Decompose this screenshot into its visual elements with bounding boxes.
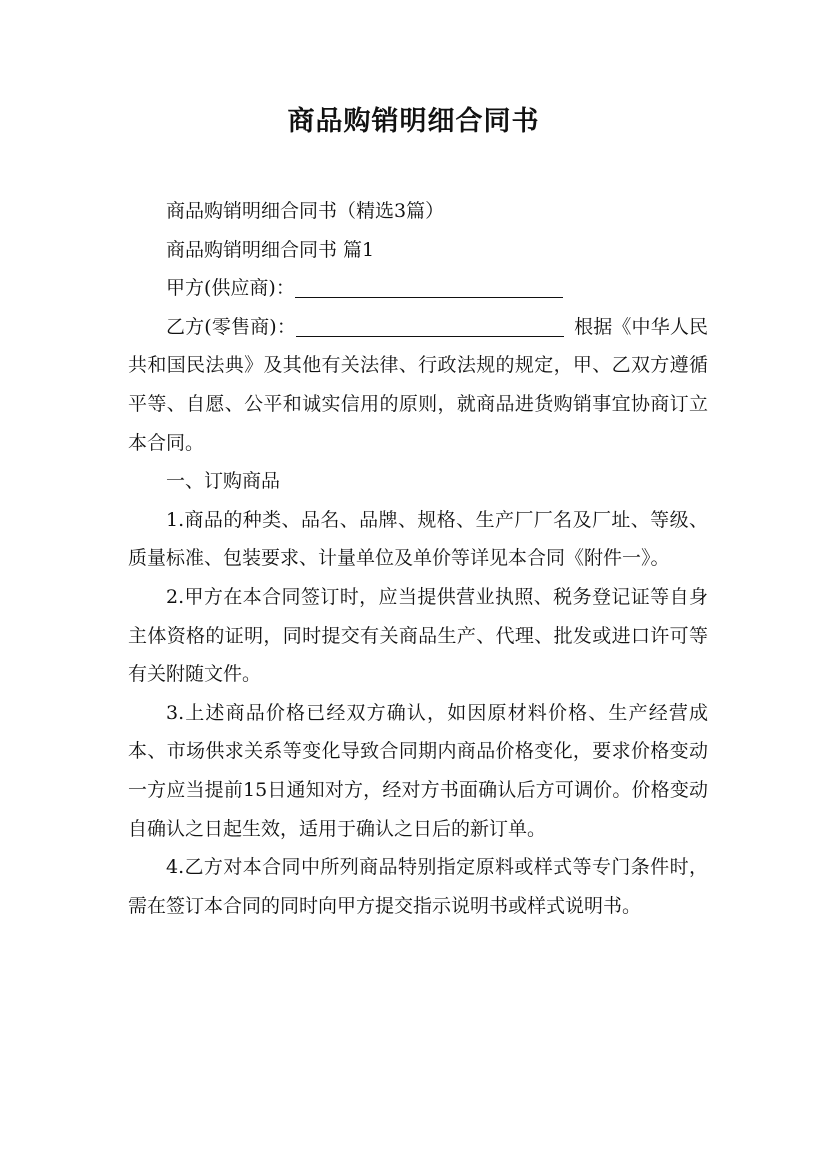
document-title: 商品购销明细合同书 bbox=[287, 106, 540, 137]
party-b-label: 乙方(零售商)： bbox=[166, 315, 296, 338]
party-a-blank-line bbox=[295, 275, 563, 298]
item-3-paragraph: 3.上述商品价格已经双方确认，如因原材料价格、生产经营成本、市场供求关系等变化导致合同期内商品价格变化，要求价格变动一方应当提前15日通知对方，经对方书面确认后方可调价。价格变动自确认之日起生效，适用于确认之日后的新订单。 bbox=[128, 701, 708, 840]
party-a-line bbox=[128, 269, 708, 308]
item-1-paragraph: 1.商品的种类、品名、品牌、规格、生产厂厂名及厂址、等级、质量标准、包装要求、计量单位及单价等详见本合同《附件一》。 bbox=[128, 508, 708, 570]
item-4-paragraph: 4.乙方对本合同中所列商品特别指定原料或样式等专门条件时，需在签订本合同的同时向甲方提交指示说明书或样式说明书。 bbox=[128, 856, 708, 917]
party-a-label: 甲方(供应商)： bbox=[166, 277, 295, 300]
clause-1-heading: 一、订购商品 bbox=[166, 470, 281, 493]
intro-text: 根据《中华人民共和国民法典》及其他有关法律、行政法规的规定，甲、乙双方遵循平等、自愿、公平和诚实信用的原则，就商品进货购销事宜协商订立本合同。 bbox=[128, 315, 708, 454]
document-body bbox=[128, 192, 708, 925]
subtitle-line: 商品购销明细合同书（精选3篇） bbox=[166, 200, 445, 222]
section-heading: 商品购销明细合同书 篇1 bbox=[166, 238, 375, 261]
party-b-paragraph bbox=[128, 308, 708, 462]
item-2-paragraph: 2.甲方在本合同签订时，应当提供营业执照、税务登记证等自身主体资格的证明，同时提交有关商品生产、代理、批发或进口许可等有关附随文件。 bbox=[128, 585, 708, 686]
party-b-blank-line bbox=[296, 314, 564, 337]
